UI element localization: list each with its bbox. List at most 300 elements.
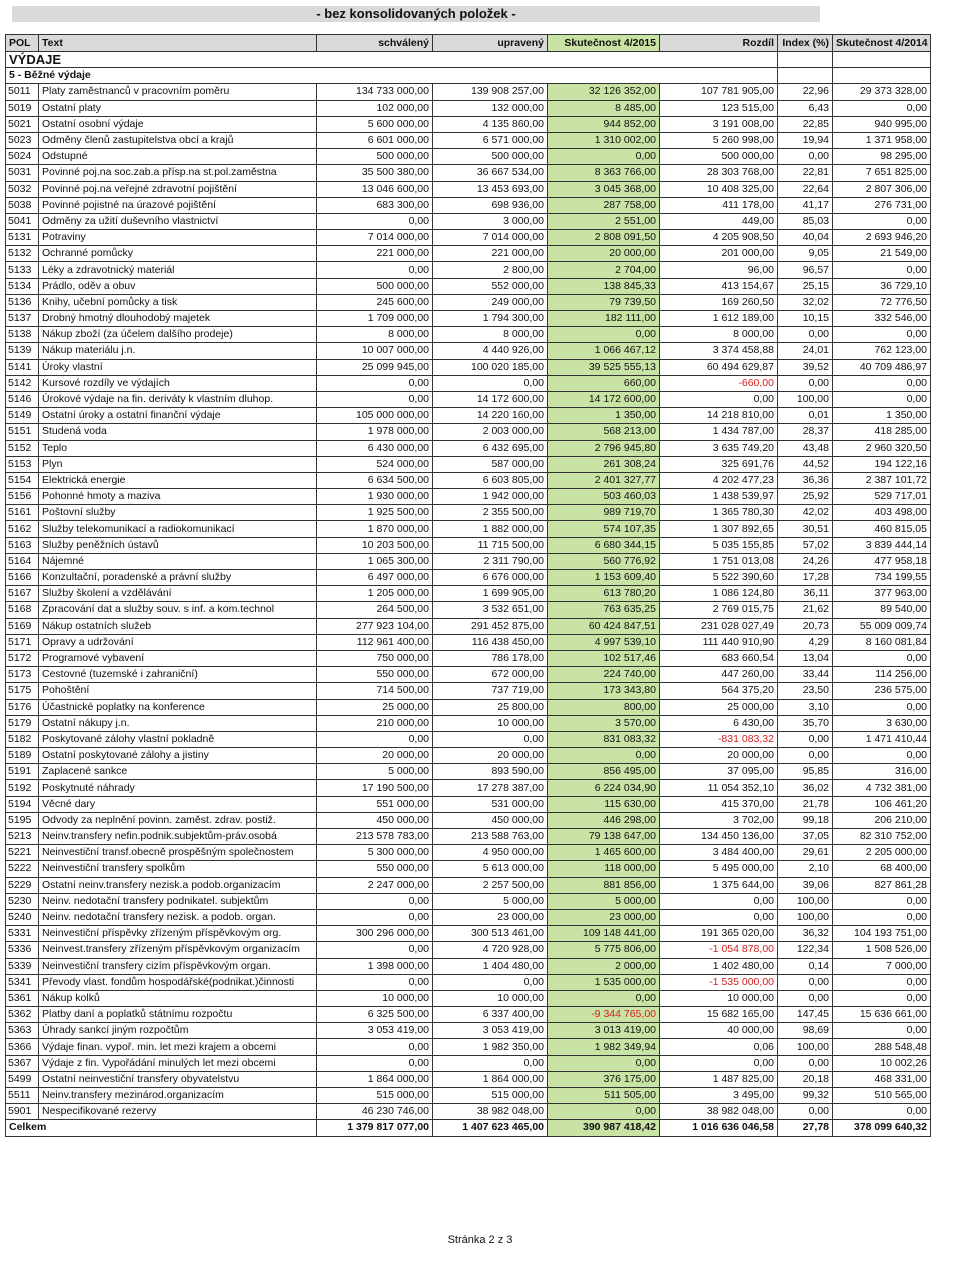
row-adjusted: 552 000,00 <box>433 278 548 294</box>
row-actual-2015: 0,00 <box>548 990 660 1006</box>
row-actual-2015: 0,00 <box>548 748 660 764</box>
row-index: 147,45 <box>778 1007 833 1023</box>
table-row <box>6 149 931 165</box>
row-text: Nespecifikované rezervy <box>39 1104 317 1120</box>
row-actual-2014: 0,00 <box>833 748 931 764</box>
row-difference: 1 365 780,30 <box>660 505 778 521</box>
table-row <box>6 1039 931 1055</box>
row-actual-2015: 4 997 539,10 <box>548 634 660 650</box>
row-actual-2014: 1 508 526,00 <box>833 942 931 958</box>
row-approved: 6 430 000,00 <box>317 440 433 456</box>
row-text: Ostatní osobní výdaje <box>39 116 317 132</box>
row-adjusted: 450 000,00 <box>433 812 548 828</box>
row-index: 19,94 <box>778 132 833 148</box>
row-text: Studená voda <box>39 424 317 440</box>
row-code: 5024 <box>6 149 39 165</box>
row-actual-2014: 206 210,00 <box>833 812 931 828</box>
row-difference: 3 191 008,00 <box>660 116 778 132</box>
row-index: 100,00 <box>778 1039 833 1055</box>
table-row <box>6 586 931 602</box>
row-index: 23,50 <box>778 683 833 699</box>
row-code: 5240 <box>6 909 39 925</box>
row-actual-2015: 8 363 766,00 <box>548 165 660 181</box>
row-approved: 500 000,00 <box>317 278 433 294</box>
row-code: 5146 <box>6 391 39 407</box>
row-code: 5169 <box>6 618 39 634</box>
row-actual-2015: 2 704,00 <box>548 262 660 278</box>
row-index: 39,06 <box>778 877 833 893</box>
row-difference: 3 635 749,20 <box>660 440 778 456</box>
row-index: 4,29 <box>778 634 833 650</box>
row-adjusted: 3 053 419,00 <box>433 1023 548 1039</box>
row-difference: 134 450 136,00 <box>660 829 778 845</box>
row-code: 5152 <box>6 440 39 456</box>
row-approved: 210 000,00 <box>317 715 433 731</box>
table-row <box>6 246 931 262</box>
row-approved: 7 014 000,00 <box>317 230 433 246</box>
row-difference: 5 260 998,00 <box>660 132 778 148</box>
row-difference: 60 494 629,87 <box>660 359 778 375</box>
row-actual-2014: 36 729,10 <box>833 278 931 294</box>
row-approved: 0,00 <box>317 213 433 229</box>
row-index: 20,18 <box>778 1071 833 1087</box>
row-approved: 1 205 000,00 <box>317 586 433 602</box>
row-actual-2014: 72 776,50 <box>833 294 931 310</box>
row-difference: 37 095,00 <box>660 764 778 780</box>
row-difference: -1 535 000,00 <box>660 974 778 990</box>
row-index: 22,85 <box>778 116 833 132</box>
row-code: 5149 <box>6 408 39 424</box>
row-code: 5176 <box>6 699 39 715</box>
table-row <box>6 893 931 909</box>
row-difference: 1 086 124,80 <box>660 586 778 602</box>
table-row <box>6 359 931 375</box>
row-code: 5136 <box>6 294 39 310</box>
table-row <box>6 424 931 440</box>
row-index: 22,64 <box>778 181 833 197</box>
row-difference: 5 522 390,60 <box>660 570 778 586</box>
row-actual-2014: 4 732 381,00 <box>833 780 931 796</box>
row-approved: 277 923 104,00 <box>317 618 433 634</box>
row-index: 100,00 <box>778 893 833 909</box>
row-adjusted: 6 571 000,00 <box>433 132 548 148</box>
row-code: 5336 <box>6 942 39 958</box>
row-approved: 13 046 600,00 <box>317 181 433 197</box>
row-approved: 714 500,00 <box>317 683 433 699</box>
total-label: Celkem <box>6 1120 317 1136</box>
row-actual-2014: 8 160 081,84 <box>833 634 931 650</box>
total-adjusted: 1 407 623 465,00 <box>433 1120 548 1136</box>
row-adjusted: 672 000,00 <box>433 667 548 683</box>
row-approved: 6 601 000,00 <box>317 132 433 148</box>
row-difference: 201 000,00 <box>660 246 778 262</box>
row-difference: 1 375 644,00 <box>660 877 778 893</box>
page-number: Stránka 2 z 3 <box>447 1234 513 1246</box>
row-actual-2014: 98 295,00 <box>833 149 931 165</box>
total-difference: 1 016 636 046,58 <box>660 1120 778 1136</box>
row-actual-2014: 7 000,00 <box>833 958 931 974</box>
row-actual-2015: 503 460,03 <box>548 489 660 505</box>
row-text: Výdaje z fin. Vypořádání minulých let mezi obcemi <box>39 1055 317 1071</box>
row-index: 57,02 <box>778 537 833 553</box>
row-difference: -1 054 878,00 <box>660 942 778 958</box>
row-text: Neinvest.transfery zřízeným příspěvkovým organizacím <box>39 942 317 958</box>
row-difference: 0,00 <box>660 391 778 407</box>
row-actual-2015: 0,00 <box>548 1104 660 1120</box>
row-text: Neinv.transfery mezinárod.organizacím <box>39 1088 317 1104</box>
table-row <box>6 861 931 877</box>
row-approved: 300 296 000,00 <box>317 926 433 942</box>
row-actual-2015: 224 740,00 <box>548 667 660 683</box>
row-actual-2014: 0,00 <box>833 391 931 407</box>
row-index: 20,73 <box>778 618 833 634</box>
row-actual-2015: 102 517,46 <box>548 650 660 666</box>
row-index: 43,48 <box>778 440 833 456</box>
row-actual-2014: 104 193 751,00 <box>833 926 931 942</box>
row-text: Kursové rozdíly ve výdajích <box>39 375 317 391</box>
row-code: 5032 <box>6 181 39 197</box>
table-row <box>6 294 931 310</box>
row-text: Povinné pojistné na úrazové pojištění <box>39 197 317 213</box>
total-index: 27,78 <box>778 1120 833 1136</box>
row-approved: 0,00 <box>317 909 433 925</box>
row-code: 5038 <box>6 197 39 213</box>
row-adjusted: 132 000,00 <box>433 100 548 116</box>
row-text: Neinv. nedotační transfery podnikatel. subjektům <box>39 893 317 909</box>
row-index: 0,14 <box>778 958 833 974</box>
row-approved: 25 000,00 <box>317 699 433 715</box>
header-pol: POL <box>6 35 39 52</box>
row-code: 5138 <box>6 327 39 343</box>
row-index: 36,02 <box>778 780 833 796</box>
table-row <box>6 132 931 148</box>
row-adjusted: 10 000,00 <box>433 990 548 1006</box>
header-actual-2015: Skutečnost 4/2015 <box>548 35 660 52</box>
row-code: 5341 <box>6 974 39 990</box>
row-adjusted: 6 432 695,00 <box>433 440 548 456</box>
row-code: 5361 <box>6 990 39 1006</box>
row-index: 36,36 <box>778 472 833 488</box>
row-approved: 5 300 000,00 <box>317 845 433 861</box>
row-approved: 1 864 000,00 <box>317 1071 433 1087</box>
row-difference: 0,00 <box>660 1055 778 1071</box>
row-actual-2014: 0,00 <box>833 327 931 343</box>
row-text: Neinv.transfery nefin.podnik.subjektům-práv.osobá <box>39 829 317 845</box>
row-approved: 550 000,00 <box>317 861 433 877</box>
row-difference: 564 375,20 <box>660 683 778 699</box>
row-difference: 96,00 <box>660 262 778 278</box>
table-row <box>6 537 931 553</box>
row-adjusted: 17 278 387,00 <box>433 780 548 796</box>
row-text: Teplo <box>39 440 317 456</box>
row-adjusted: 6 676 000,00 <box>433 570 548 586</box>
row-adjusted: 1 882 000,00 <box>433 521 548 537</box>
row-text: Úroky vlastní <box>39 359 317 375</box>
row-actual-2014: 288 548,48 <box>833 1039 931 1055</box>
row-text: Úrokové výdaje na fin. deriváty k vlastním dluhop. <box>39 391 317 407</box>
row-difference: 1 307 892,65 <box>660 521 778 537</box>
row-actual-2015: 0,00 <box>548 327 660 343</box>
row-difference: 231 028 027,49 <box>660 618 778 634</box>
row-text: Cestovné (tuzemské i zahraniční) <box>39 667 317 683</box>
row-actual-2014: 55 009 009,74 <box>833 618 931 634</box>
row-actual-2015: 1 350,00 <box>548 408 660 424</box>
row-code: 5182 <box>6 731 39 747</box>
row-approved: 46 230 746,00 <box>317 1104 433 1120</box>
table-row <box>6 181 931 197</box>
row-actual-2014: 0,00 <box>833 699 931 715</box>
row-adjusted: 213 588 763,00 <box>433 829 548 845</box>
row-code: 5133 <box>6 262 39 278</box>
table-row <box>6 748 931 764</box>
row-approved: 550 000,00 <box>317 667 433 683</box>
row-actual-2015: 2 808 091,50 <box>548 230 660 246</box>
row-adjusted: 6 603 805,00 <box>433 472 548 488</box>
row-actual-2015: 1 066 467,12 <box>548 343 660 359</box>
row-code: 5134 <box>6 278 39 294</box>
row-code: 5511 <box>6 1088 39 1104</box>
row-actual-2014: 0,00 <box>833 262 931 278</box>
row-approved: 750 000,00 <box>317 650 433 666</box>
section-row <box>6 52 931 68</box>
row-index: 28,37 <box>778 424 833 440</box>
row-difference: 500 000,00 <box>660 149 778 165</box>
table-row <box>6 1055 931 1071</box>
row-text: Služby školení a vzdělávání <box>39 586 317 602</box>
row-index: 25,15 <box>778 278 833 294</box>
table-row <box>6 780 931 796</box>
row-actual-2014: 40 709 486,97 <box>833 359 931 375</box>
header-index: Index (%) <box>778 35 833 52</box>
row-index: 3,10 <box>778 699 833 715</box>
row-code: 5362 <box>6 1007 39 1023</box>
row-index: 10,15 <box>778 311 833 327</box>
row-approved: 0,00 <box>317 893 433 909</box>
row-adjusted: 4 135 860,00 <box>433 116 548 132</box>
row-index: 22,96 <box>778 84 833 100</box>
row-actual-2015: 660,00 <box>548 375 660 391</box>
row-index: 85,03 <box>778 213 833 229</box>
row-adjusted: 139 908 257,00 <box>433 84 548 100</box>
row-adjusted: 14 172 600,00 <box>433 391 548 407</box>
row-adjusted: 500 000,00 <box>433 149 548 165</box>
row-difference: 1 438 539,97 <box>660 489 778 505</box>
total-approved: 1 379 817 077,00 <box>317 1120 433 1136</box>
row-code: 5195 <box>6 812 39 828</box>
row-actual-2014: 2 387 101,72 <box>833 472 931 488</box>
row-adjusted: 36 667 534,00 <box>433 165 548 181</box>
row-actual-2014: 194 122,16 <box>833 456 931 472</box>
row-actual-2014: 1 371 958,00 <box>833 132 931 148</box>
row-difference: 14 218 810,00 <box>660 408 778 424</box>
row-actual-2015: 881 856,00 <box>548 877 660 893</box>
row-actual-2014: 0,00 <box>833 990 931 1006</box>
row-actual-2015: 115 630,00 <box>548 796 660 812</box>
row-actual-2015: 23 000,00 <box>548 909 660 925</box>
row-index: 0,00 <box>778 1055 833 1071</box>
row-approved: 35 500 380,00 <box>317 165 433 181</box>
row-actual-2015: 261 308,24 <box>548 456 660 472</box>
row-text: Neinvestiční transfery spolkům <box>39 861 317 877</box>
row-actual-2015: 1 310 002,00 <box>548 132 660 148</box>
row-index: 40,04 <box>778 230 833 246</box>
row-actual-2014: 2 807 306,00 <box>833 181 931 197</box>
row-text: Povinné poj.na veřejné zdravotní pojištění <box>39 181 317 197</box>
row-text: Platy zaměstnanců v pracovním poměru <box>39 84 317 100</box>
row-actual-2014: 460 815,05 <box>833 521 931 537</box>
row-code: 5499 <box>6 1071 39 1087</box>
header-text: Text <box>39 35 317 52</box>
row-difference: 3 484 400,00 <box>660 845 778 861</box>
row-text: Poštovní služby <box>39 505 317 521</box>
row-index: 0,00 <box>778 748 833 764</box>
row-approved: 112 961 400,00 <box>317 634 433 650</box>
row-adjusted: 10 000,00 <box>433 715 548 731</box>
row-adjusted: 698 936,00 <box>433 197 548 213</box>
row-text: Odměny za užití duševního vlastnictví <box>39 213 317 229</box>
row-code: 5366 <box>6 1039 39 1055</box>
row-adjusted: 0,00 <box>433 1055 548 1071</box>
row-text: Nákup zboží (za účelem dalšího prodeje) <box>39 327 317 343</box>
row-difference: 325 691,76 <box>660 456 778 472</box>
row-approved: 0,00 <box>317 942 433 958</box>
row-index: 42,02 <box>778 505 833 521</box>
row-approved: 1 925 500,00 <box>317 505 433 521</box>
row-actual-2014: 0,00 <box>833 909 931 925</box>
table-row <box>6 650 931 666</box>
row-approved: 8 000,00 <box>317 327 433 343</box>
table-row <box>6 829 931 845</box>
row-actual-2015: 511 505,00 <box>548 1088 660 1104</box>
row-difference: 447 260,00 <box>660 667 778 683</box>
row-text: Potraviny <box>39 230 317 246</box>
row-code: 5131 <box>6 230 39 246</box>
row-text: Služby telekomunikací a radiokomunikací <box>39 521 317 537</box>
section-title: VÝDAJE <box>6 52 778 68</box>
row-difference: 413 154,67 <box>660 278 778 294</box>
row-actual-2015: 20 000,00 <box>548 246 660 262</box>
row-index: 98,69 <box>778 1023 833 1039</box>
row-actual-2015: -9 344 765,00 <box>548 1007 660 1023</box>
header-approved: schválený <box>317 35 433 52</box>
row-text: Neinv. nedotační transfery nezisk. a podob. organ. <box>39 909 317 925</box>
row-actual-2014: 3 630,00 <box>833 715 931 731</box>
row-approved: 221 000,00 <box>317 246 433 262</box>
row-text: Povinné poj.na soc.zab.a přísp.na st.pol.zaměstna <box>39 165 317 181</box>
table-row <box>6 715 931 731</box>
row-difference: 0,06 <box>660 1039 778 1055</box>
table-row <box>6 699 931 715</box>
row-actual-2015: 118 000,00 <box>548 861 660 877</box>
row-actual-2014: 82 310 752,00 <box>833 829 931 845</box>
row-code: 5179 <box>6 715 39 731</box>
row-actual-2015: 3 570,00 <box>548 715 660 731</box>
row-approved: 5 600 000,00 <box>317 116 433 132</box>
row-actual-2015: 2 551,00 <box>548 213 660 229</box>
row-actual-2014: 529 717,01 <box>833 489 931 505</box>
row-actual-2015: 0,00 <box>548 1055 660 1071</box>
row-code: 5167 <box>6 586 39 602</box>
row-actual-2014: 276 731,00 <box>833 197 931 213</box>
budget-table <box>5 34 931 1137</box>
row-approved: 1 978 000,00 <box>317 424 433 440</box>
table-row <box>6 262 931 278</box>
table-row <box>6 230 931 246</box>
row-difference: 28 303 768,00 <box>660 165 778 181</box>
row-actual-2015: 446 298,00 <box>548 812 660 828</box>
row-difference: 11 054 352,10 <box>660 780 778 796</box>
row-index: 122,34 <box>778 942 833 958</box>
row-index: 0,01 <box>778 408 833 424</box>
row-index: 36,32 <box>778 926 833 942</box>
table-row <box>6 942 931 958</box>
row-code: 5172 <box>6 650 39 666</box>
row-text: Nákup materiálu j.n. <box>39 343 317 359</box>
row-code: 5164 <box>6 553 39 569</box>
row-text: Věcné dary <box>39 796 317 812</box>
row-difference: 4 202 477,23 <box>660 472 778 488</box>
row-difference: 6 430,00 <box>660 715 778 731</box>
table-row <box>6 1071 931 1087</box>
row-approved: 102 000,00 <box>317 100 433 116</box>
row-approved: 0,00 <box>317 1039 433 1055</box>
row-text: Elektrická energie <box>39 472 317 488</box>
row-actual-2015: 1 535 000,00 <box>548 974 660 990</box>
row-difference: 4 205 908,50 <box>660 230 778 246</box>
row-adjusted: 5 000,00 <box>433 893 548 909</box>
row-adjusted: 25 800,00 <box>433 699 548 715</box>
total-row <box>6 1120 931 1136</box>
table-row <box>6 213 931 229</box>
row-approved: 551 000,00 <box>317 796 433 812</box>
row-difference: 2 769 015,75 <box>660 602 778 618</box>
row-actual-2014: 10 002,26 <box>833 1055 931 1071</box>
row-text: Ostatní nákupy j.n. <box>39 715 317 731</box>
row-actual-2015: 2 796 945,80 <box>548 440 660 456</box>
row-difference: 449,00 <box>660 213 778 229</box>
row-index: 32,02 <box>778 294 833 310</box>
row-actual-2015: 560 776,92 <box>548 553 660 569</box>
row-actual-2015: 39 525 555,13 <box>548 359 660 375</box>
row-actual-2014: 0,00 <box>833 1104 931 1120</box>
row-index: 0,00 <box>778 990 833 1006</box>
row-difference: 38 982 048,00 <box>660 1104 778 1120</box>
row-adjusted: 249 000,00 <box>433 294 548 310</box>
row-adjusted: 515 000,00 <box>433 1088 548 1104</box>
row-adjusted: 1 404 480,00 <box>433 958 548 974</box>
table-row <box>6 926 931 942</box>
row-difference: -660,00 <box>660 375 778 391</box>
row-actual-2014: 510 565,00 <box>833 1088 931 1104</box>
table-row <box>6 278 931 294</box>
row-index: 39,52 <box>778 359 833 375</box>
row-adjusted: 6 337 400,00 <box>433 1007 548 1023</box>
row-actual-2014: 0,00 <box>833 100 931 116</box>
row-actual-2014: 2 205 000,00 <box>833 845 931 861</box>
table-row <box>6 408 931 424</box>
row-actual-2014: 29 373 328,00 <box>833 84 931 100</box>
row-index: 100,00 <box>778 909 833 925</box>
row-index: 17,28 <box>778 570 833 586</box>
row-actual-2015: 574 107,35 <box>548 521 660 537</box>
row-text: Úhrady sankcí jiným rozpočtům <box>39 1023 317 1039</box>
row-actual-2014: 0,00 <box>833 213 931 229</box>
table-row <box>6 812 931 828</box>
row-difference: 111 440 910,90 <box>660 634 778 650</box>
row-code: 5166 <box>6 570 39 586</box>
row-actual-2014: 2 693 946,20 <box>833 230 931 246</box>
row-text: Pohonné hmoty a maziva <box>39 489 317 505</box>
